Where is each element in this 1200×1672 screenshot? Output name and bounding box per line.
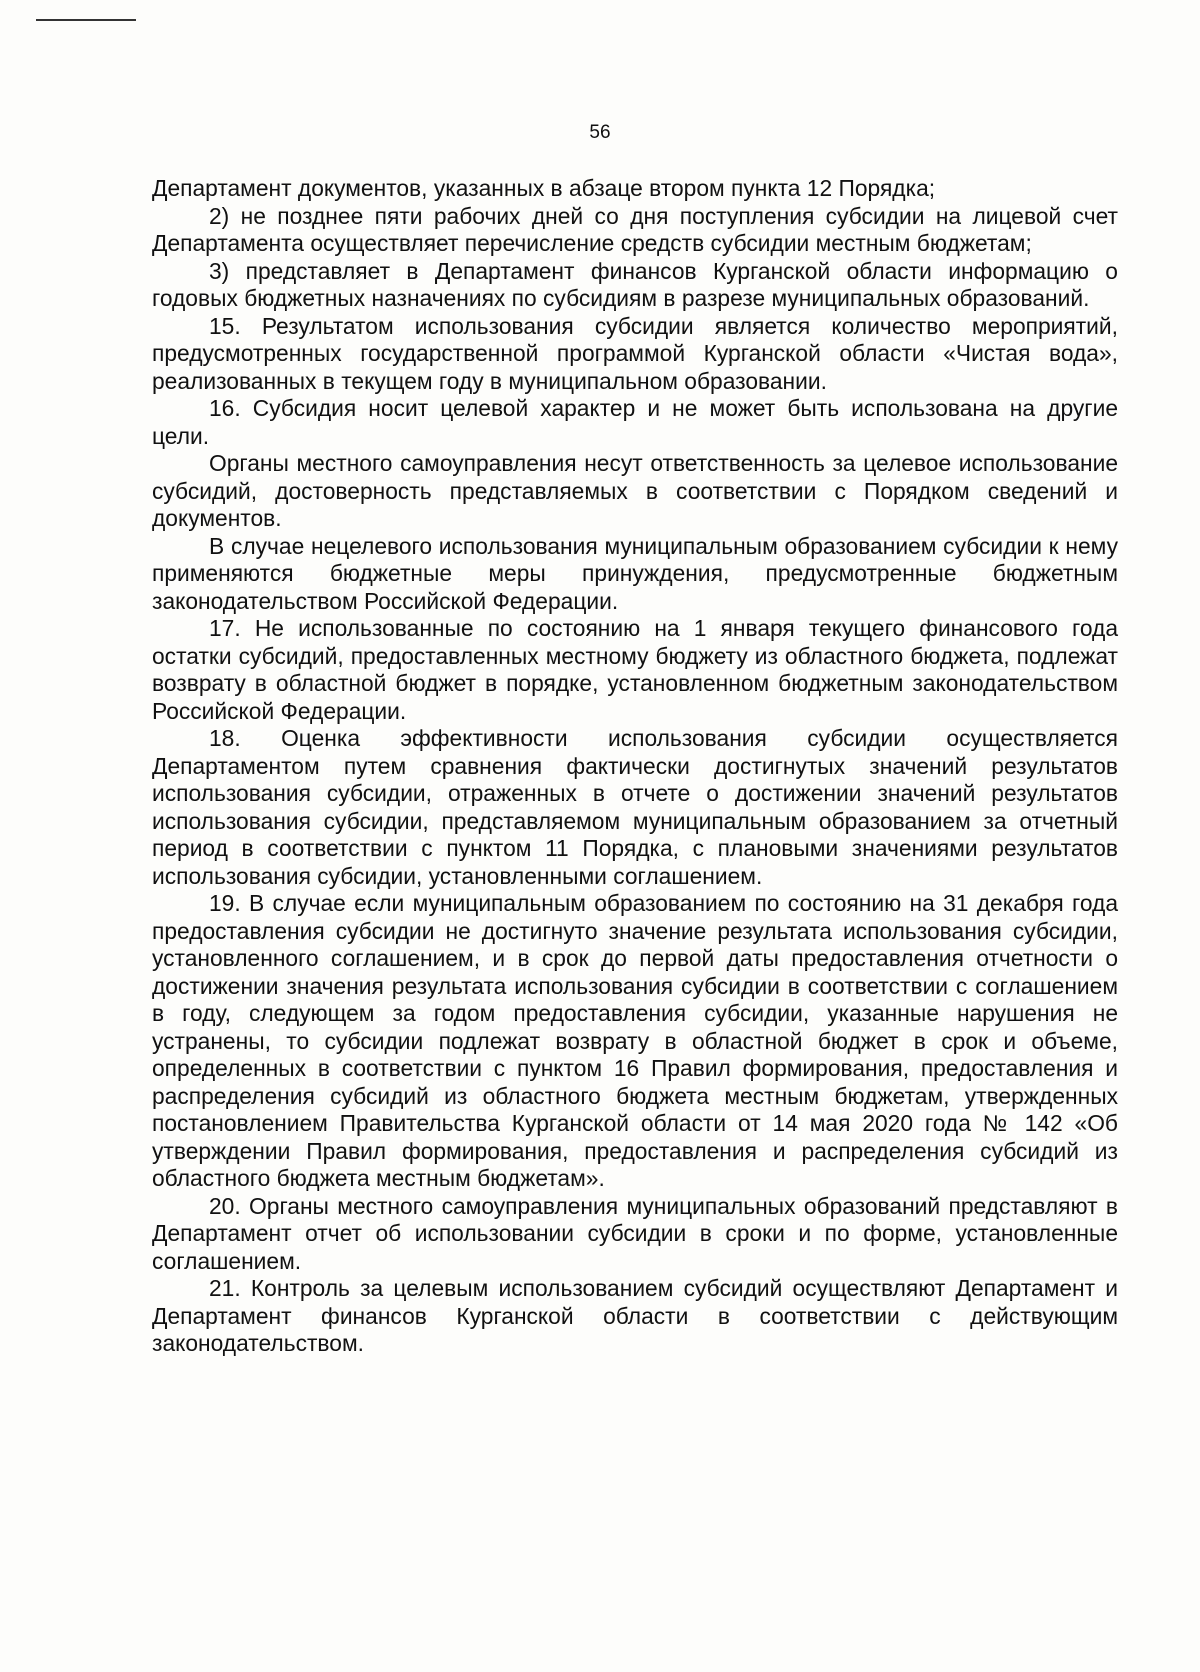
paragraph-item-3: 3) представляет в Департамент финансов Курганской области информацию о годовых бюджетных назначениях по субсидиям в разрезе муниципальных образований. [152, 257, 1118, 311]
paragraph-20: 20. Органы местного самоуправления муниципальных образований представляют в Департамент отчет об использовании субсидии в сроки и по форме, установленные соглашением. [152, 1192, 1118, 1274]
scan-artifact-line [36, 19, 136, 21]
paragraph-18: 18. Оценка эффективности использования субсидии осуществляется Департаментом путем сравнения фактически достигнутых значений результатов использования субсидии, отраженных в отчете о достижении значений результатов использования субсидии, представляемом муниципальным образованием за отчетный период в соответствии с пунктом 11 Порядка, с плановыми значениями результатов использования субсидии, установленными соглашением. [152, 725, 1118, 889]
paragraph-16-responsibility: Органы местного самоуправления несут ответственность за целевое использование субсидий, достоверность представляемых в соответствии с Порядком сведений и документов. [152, 450, 1118, 531]
paragraph-15: 15. Результатом использования субсидии является количество мероприятий, предусмотренных государственной программой Курганской области «Чистая вода», реализованных в текущем году в муниципальном образовании. [152, 312, 1118, 394]
paragraph-continuation: Департамент документов, указанных в абзаце втором пункта 12 Порядка; [152, 175, 936, 201]
page-number: 56 [589, 122, 611, 143]
paragraph-16: 16. Субсидия носит целевой характер и не может быть использована на другие цели. [152, 395, 1118, 449]
paragraph-16-misuse: В случае нецелевого использования муниципальным образованием субсидии к нему применяются бюджетные меры принуждения, предусмотренные бюджетным законодательством Российской Федерации. [152, 532, 1118, 614]
paragraph-19: 19. В случае если муниципальным образованием по состоянию на 31 декабря года предоставления субсидии не достигнуто значение результата использования субсидии, установленного соглашением, и в срок до первой даты предоставления отчетности о достижении значения результата использования субсидии в соответствии с соглашением в году, следующем за годом предоставления субсидии, указанные нарушения не устранены, то субсидии подлежат возврату в областной бюджет в срок и объеме, определенных в соответствии с пунктом 16 Правил формирования, предоставления и распределения субсидий из областного бюджета местным бюджетам, утвержденных постановлением Правительства Курганской области от 14 мая 2020 года № 142 «Об утверждении Правил формирования, предоставления и распределения субсидий из областного бюджета местным бюджетам». [152, 890, 1118, 1191]
document-body [152, 175, 1118, 1358]
paragraph-21: 21. Контроль за целевым использованием субсидий осуществляют Департамент и Департамент финансов Курганской области в соответствии с действующим законодательством. [152, 1275, 1118, 1356]
paragraph-item-2: 2) не позднее пяти рабочих дней со дня поступления субсидии на лицевой счет Департамента осуществляет перечисление средств субсидии местным бюджетам; [152, 202, 1118, 256]
paragraph-17: 17. Не использованные по состоянию на 1 января текущего финансового года остатки субсидий, предоставленных местному бюджету из областного бюджета, подлежат возврату в областной бюджет в порядке, установленном бюджетным законодательством Российской Федерации. [152, 615, 1118, 724]
